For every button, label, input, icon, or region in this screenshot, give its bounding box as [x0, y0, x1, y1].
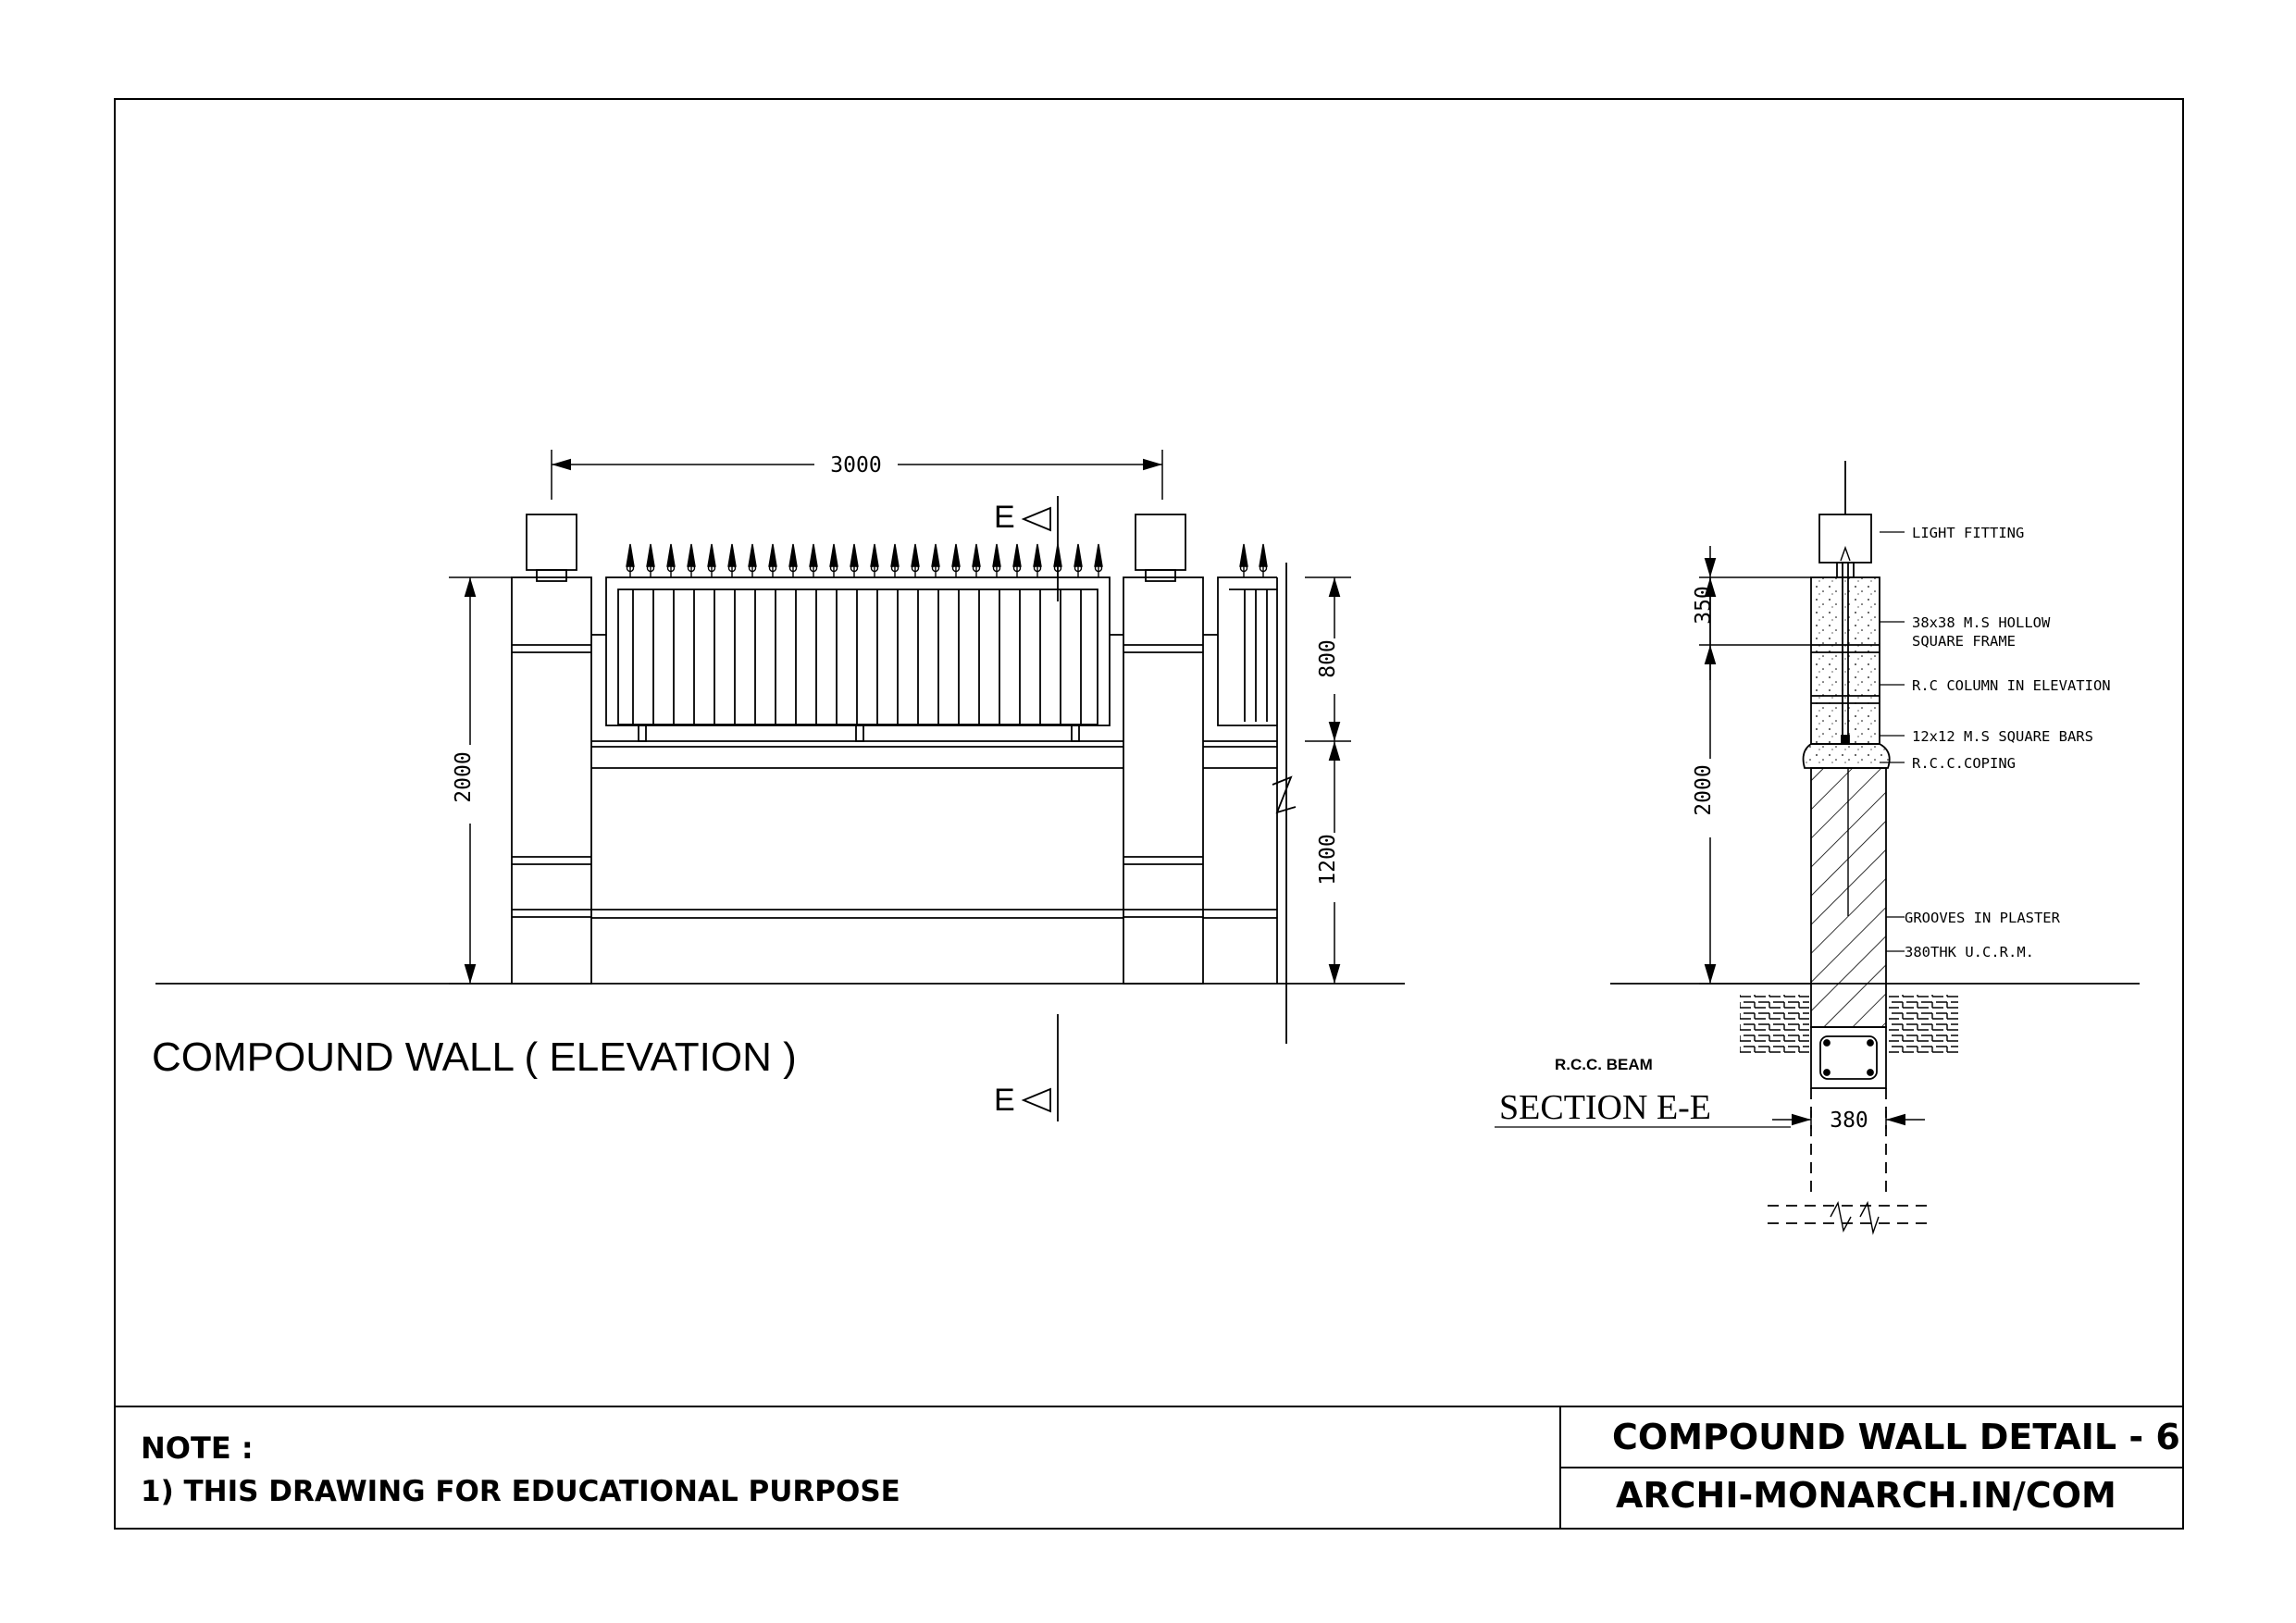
- elevation-dimensions: [449, 450, 1351, 984]
- label-coping: R.C.C.COPING: [1912, 755, 2016, 772]
- section-dim-height: 2000: [1692, 764, 1716, 816]
- label-grooves: GROOVES IN PLASTER: [1905, 910, 2060, 926]
- section-title: SECTION E-E: [1499, 1088, 1712, 1127]
- sheet-title: COMPOUND WALL DETAIL - 6: [1612, 1417, 2180, 1457]
- label-light-fitting: LIGHT FITTING: [1912, 525, 2025, 541]
- left-pillar: [512, 514, 591, 984]
- label-frame-2: SQUARE FRAME: [1912, 633, 2016, 650]
- section-dim-width: 380: [1830, 1109, 1868, 1133]
- section-mark-top: E: [994, 500, 1015, 535]
- beam-label: R.C.C. BEAM: [1555, 1056, 1653, 1073]
- label-bars: 12x12 M.S SQUARE BARS: [1912, 728, 2093, 745]
- website: ARCHI-MONARCH.IN/COM: [1616, 1475, 2116, 1516]
- spear-finials: [627, 544, 1267, 577]
- elevation-drawing: [155, 450, 1405, 1121]
- grill-panel: [591, 577, 1123, 741]
- title-block: [1612, 1417, 2180, 1516]
- elevation-title: COMPOUND WALL ( ELEVATION ): [152, 1035, 797, 1080]
- label-column: R.C COLUMN IN ELEVATION: [1912, 677, 2111, 694]
- dim-wall: 1200: [1316, 834, 1340, 886]
- wall-continuation: [1203, 577, 1296, 984]
- grill-bars: [633, 589, 1081, 725]
- note-heading: NOTE :: [141, 1431, 254, 1466]
- elevation-text: [152, 453, 1340, 1118]
- dim-span: 3000: [830, 453, 882, 477]
- section-mark-bottom: E: [994, 1083, 1015, 1118]
- right-pillar: [1123, 514, 1203, 984]
- notes: [141, 1431, 900, 1508]
- dim-height: 2000: [452, 751, 476, 803]
- label-frame-1: 38x38 M.S HOLLOW: [1912, 614, 2051, 631]
- dim-grill: 800: [1316, 639, 1340, 678]
- wall-body: [591, 741, 1123, 918]
- section-dim-top: 350: [1692, 586, 1716, 625]
- label-masonry: 380THK U.C.R.M.: [1905, 944, 2034, 960]
- note-line-1: 1) THIS DRAWING FOR EDUCATIONAL PURPOSE: [141, 1475, 900, 1508]
